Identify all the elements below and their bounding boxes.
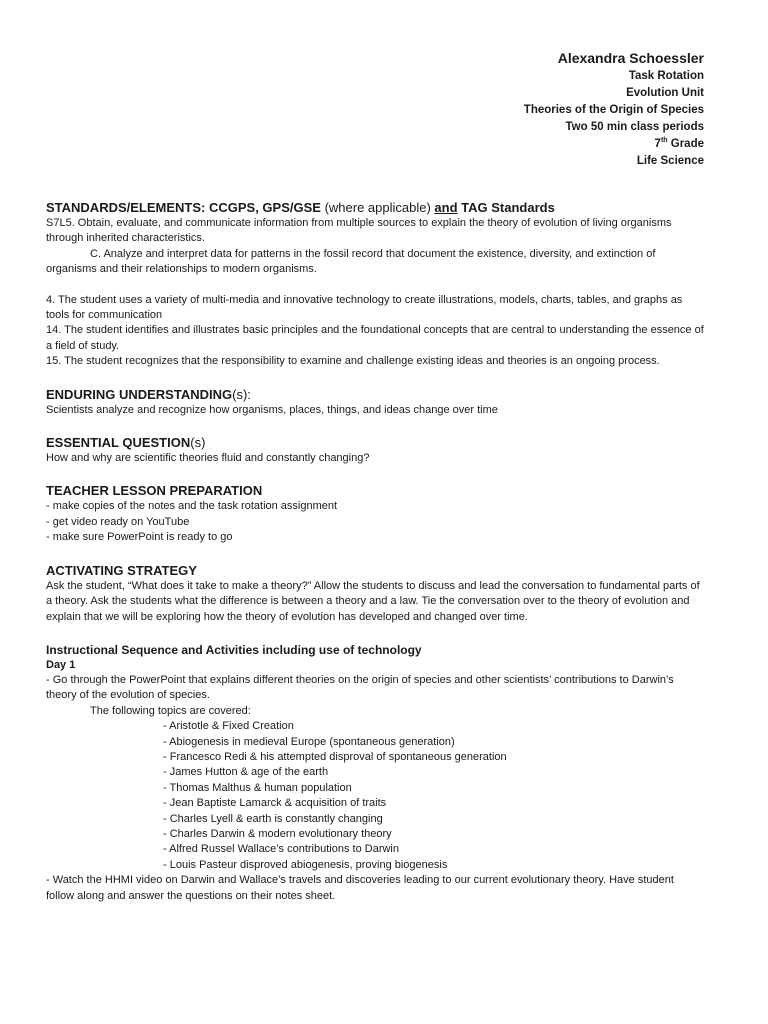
prep-heading: TEACHER LESSON PREPARATION (46, 483, 263, 499)
enduring-heading-suffix: (s): (232, 386, 251, 402)
standards-heading-and: and (434, 200, 458, 215)
enduring-text: Scientists analyze and recognize how organisms, places, things, and ideas change over time (46, 403, 498, 416)
document-header (46, 48, 704, 170)
standard-s7l5-c (46, 247, 704, 278)
topic-item: - Charles Lyell & earth is constantly changing (163, 812, 383, 825)
activating-text: Ask the student, “What does it take to make a theory?” Allow the students to discuss and lead the conversation to fundamental parts of a theory. Ask the students what the difference is between a theory and a law. Tie the conversation over to the theory of evolution and explain that we will be exploring how the theory of evolution has developed and changed over time. (46, 579, 700, 623)
standards-heading-part-a: STANDARDS/ELEMENTS: CCGPS, GPS/GSE (46, 200, 325, 215)
topic-item: - Charles Darwin & modern evolutionary theory (163, 827, 392, 840)
header-line-unit: Evolution Unit (626, 87, 704, 99)
instructional-heading: Instructional Sequence and Activities including use of technology (46, 642, 422, 657)
enduring-heading (46, 387, 704, 403)
essential-heading-text: ESSENTIAL QUESTION (46, 435, 191, 451)
standards-heading (46, 200, 704, 216)
prep-item: - get video ready on YouTube (46, 515, 190, 528)
prep-item: - make copies of the notes and the task rotation assignment (46, 500, 338, 513)
header-line-task: Task Rotation (628, 70, 704, 82)
topic-item: - Abiogenesis in medieval Europe (spontaneous generation) (163, 735, 455, 748)
grade-number: 7 (654, 138, 661, 150)
grade-suffix: th (660, 137, 668, 145)
standard-s7l5: S7L5. Obtain, evaluate, and communicate information from multiple sources to explain the theory of evolution of living organisms through inherited characteristics. (46, 217, 672, 245)
enduring-heading-text: ENDURING UNDERSTANDING (46, 386, 233, 402)
author-name: Alexandra Schoessler (557, 50, 704, 66)
essential-heading (46, 435, 704, 451)
standards-heading-part-c: TAG Standards (457, 200, 555, 215)
essential-heading-suffix: (s) (190, 435, 206, 451)
standard-s7l5-c-text: C. Analyze and interpret data for patterns in the fossil record that document the existence, diversity, and extinction of organisms and their relationships to modern organisms. (46, 247, 656, 276)
standards-heading-part-b: (where applicable) (324, 200, 435, 215)
topic-item: - Louis Pasteur disproved abiogenesis, proving biogenesis (163, 858, 448, 871)
grade-word: Grade (670, 138, 704, 150)
topic-item: - Aristotle & Fixed Creation (163, 720, 294, 733)
topic-item: - James Hutton & age of the earth (163, 766, 329, 779)
day-label: Day 1 (46, 658, 76, 671)
video-instruction: - Watch the HHMI video on Darwin and Wallace’s travels and discoveries leading to our current evolutionary theory. Have student follow along and answer the questions on their notes sheet. (46, 874, 674, 902)
prep-item: - make sure PowerPoint is ready to go (46, 531, 233, 544)
tag-standard-4: 4. The student uses a variety of multi-media and innovative technology to create illustrations, models, charts, tables, and graphs as tools for communication (46, 293, 683, 322)
topic-item: - Thomas Malthus & human population (163, 781, 352, 794)
instructional-intro: - Go through the PowerPoint that explains different theories on the origin of species and other scientists’ contributions to Darwin’s theory of the evolution of species. (46, 673, 674, 702)
activating-heading: ACTIVATING STRATEGY (46, 562, 197, 578)
header-line-subject: Life Science (636, 155, 704, 167)
topics-label: The following topics are covered: (90, 704, 251, 717)
topic-item: - Alfred Russel Wallace’s contributions to Darwin (163, 843, 399, 856)
topic-item: - Jean Baptiste Lamarck & acquisition of traits (163, 797, 387, 810)
tag-standard-15: 15. The student recognizes that the responsibility to examine and challenge existing ideas and theories is an ongoing process. (46, 355, 660, 368)
topic-item: - Francesco Redi & his attempted disproval of spontaneous generation (163, 750, 507, 763)
tag-standard-14: 14. The student identifies and illustrates basic principles and the foundational concepts that are central to understanding the essence of a field of study. (46, 324, 704, 352)
header-line-grade (46, 136, 704, 153)
header-line-theme: Theories of the Origin of Species (523, 104, 704, 116)
essential-text: How and why are scientific theories fluid and constantly changing? (46, 452, 370, 465)
header-line-duration: Two 50 min class periods (565, 121, 704, 133)
